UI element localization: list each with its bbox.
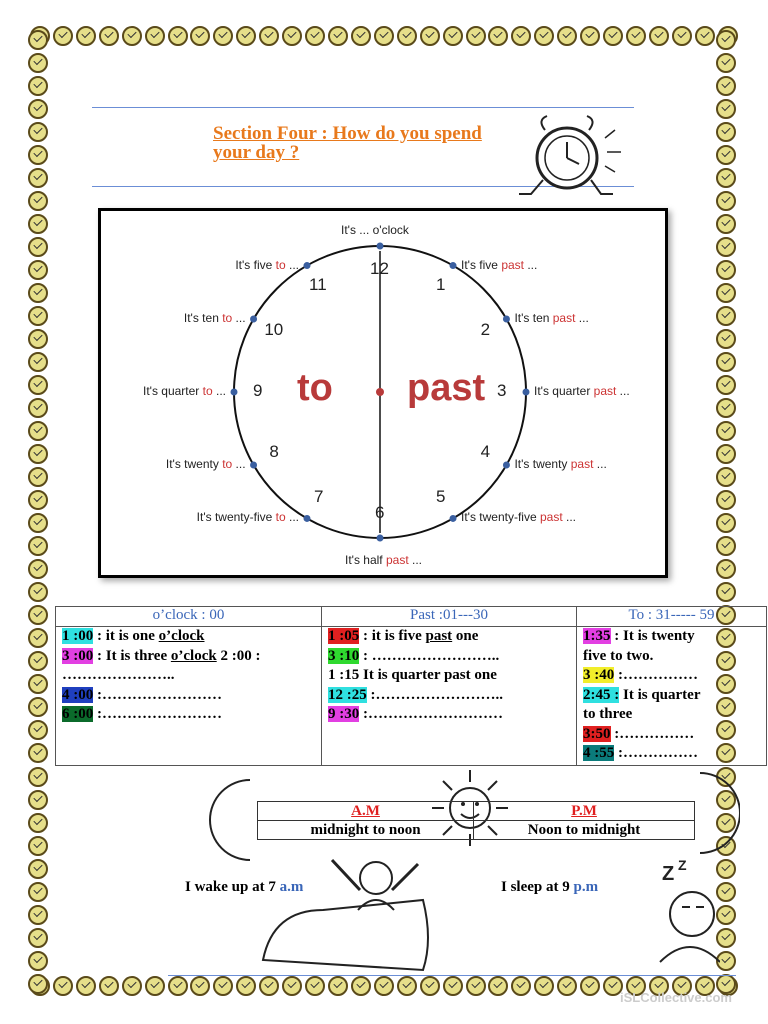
clock-number: 7: [314, 486, 324, 506]
border-clock-icon: [374, 976, 394, 996]
border-clock-icon: [28, 605, 48, 625]
border-clock-icon: [511, 26, 531, 46]
clock-tick-dot: [250, 316, 257, 323]
svg-text:Z: Z: [678, 857, 687, 873]
clock-number: 6: [375, 503, 385, 522]
label-to-minute: It's five to ...: [235, 257, 299, 272]
label-to-minute: It's quarter to ...: [142, 384, 226, 398]
border-clock-icon: [28, 191, 48, 211]
border-clock-icon: [716, 283, 736, 303]
border-clock-icon: [28, 352, 48, 372]
border-clock-icon: [374, 26, 394, 46]
border-clock-icon: [672, 26, 692, 46]
svg-text:Z: Z: [662, 863, 675, 885]
border-top: [30, 26, 738, 48]
border-clock-icon: [397, 26, 417, 46]
border-clock-icon: [145, 976, 165, 996]
border-clock-icon: [282, 26, 302, 46]
border-clock-icon: [351, 26, 371, 46]
header-past: Past :01---30: [322, 607, 577, 627]
clock-number: 12: [370, 259, 389, 278]
border-clock-icon: [626, 26, 646, 46]
clock-number: 1: [436, 275, 446, 295]
border-clock-icon: [716, 582, 736, 602]
moon-right-icon: [690, 768, 740, 858]
label-half-past: It's half past ...: [345, 553, 423, 567]
border-clock-icon: [603, 26, 623, 46]
border-clock-icon: [28, 882, 48, 902]
clock-number: 11: [309, 275, 327, 295]
border-clock-icon: [716, 30, 736, 50]
label-past-minute: It's twenty past ...: [514, 457, 607, 471]
label-past-minute: It's five past ...: [461, 257, 538, 272]
header-oclock: o’clock : 00: [56, 607, 322, 627]
cell-oclock: 1 :00 : it is one o’clock 3 :00 : It is three o’clock 2 :00 : ………………….. 4 :00 :…………………… 6 :00 :……………………: [56, 627, 322, 766]
border-clock-icon: [420, 26, 440, 46]
clock-tick-dot: [304, 262, 311, 269]
label-to-minute: It's ten to ...: [183, 311, 246, 325]
border-clock-icon: [76, 976, 96, 996]
border-clock-icon: [28, 790, 48, 810]
site-credit: iSLCollective.com: [620, 990, 732, 1005]
border-clock-icon: [534, 976, 554, 996]
border-clock-icon: [28, 145, 48, 165]
label-to-minute: It's twenty-five to ...: [196, 510, 299, 525]
border-clock-icon: [28, 697, 48, 717]
am-label: A.M: [258, 802, 474, 821]
border-clock-icon: [351, 976, 371, 996]
border-clock-icon: [466, 26, 486, 46]
clock-tick-dot: [377, 535, 384, 542]
border-clock-icon: [28, 444, 48, 464]
border-clock-icon: [716, 53, 736, 73]
border-clock-icon: [53, 976, 73, 996]
border-clock-icon: [443, 976, 463, 996]
border-clock-icon: [28, 743, 48, 763]
border-clock-icon: [716, 329, 736, 349]
label-to: to: [297, 367, 333, 409]
footer-rule: [168, 975, 736, 976]
time-table: [55, 606, 767, 766]
border-clock-icon: [580, 26, 600, 46]
border-clock-icon: [99, 26, 119, 46]
border-clock-icon: [28, 99, 48, 119]
label-to-minute: It's twenty to ...: [165, 457, 246, 471]
border-clock-icon: [28, 859, 48, 879]
border-clock-icon: [716, 352, 736, 372]
border-clock-icon: [28, 30, 48, 50]
border-clock-icon: [716, 467, 736, 487]
border-clock-icon: [28, 513, 48, 533]
alarm-clock-illustration: [505, 108, 635, 203]
page-title: Section Four : How do you spend your day ?: [213, 123, 482, 163]
cell-past: 1 :05 : it is five past one 3 :10 : …………………….. 1 :15 It is quarter past one 12 :25 :…………………….. 9 :30 :………………………: [322, 627, 577, 766]
pm-description: Noon to midnight: [474, 821, 695, 840]
border-clock-icon: [557, 26, 577, 46]
border-clock-icon: [145, 26, 165, 46]
border-clock-icon: [190, 976, 210, 996]
border-clock-icon: [53, 26, 73, 46]
sleeping-figure-illustration: [652, 852, 720, 970]
border-clock-icon: [168, 26, 188, 46]
border-clock-icon: [28, 329, 48, 349]
border-clock-icon: [488, 976, 508, 996]
border-clock-icon: [716, 421, 736, 441]
clock-number: 4: [480, 442, 491, 461]
border-clock-icon: [213, 26, 233, 46]
border-clock-icon: [716, 122, 736, 142]
border-clock-icon: [420, 976, 440, 996]
label-past-minute: It's quarter past ...: [534, 384, 630, 398]
border-clock-icon: [28, 928, 48, 948]
label-past: past: [407, 367, 486, 409]
border-clock-icon: [716, 237, 736, 257]
border-clock-icon: [328, 26, 348, 46]
border-clock-icon: [28, 974, 48, 994]
clock-tick-dot: [450, 515, 457, 522]
border-clock-icon: [28, 168, 48, 188]
border-clock-icon: [716, 375, 736, 395]
border-clock-icon: [28, 836, 48, 856]
border-clock-icon: [236, 976, 256, 996]
border-clock-icon: [695, 26, 715, 46]
clock-number: 2: [480, 320, 491, 339]
border-left: [28, 30, 50, 994]
border-clock-icon: [534, 26, 554, 46]
border-clock-icon: [328, 976, 348, 996]
border-clock-icon: [397, 976, 417, 996]
label-past-minute: It's twenty-five past ...: [461, 510, 577, 525]
border-clock-icon: [28, 651, 48, 671]
border-clock-icon: [28, 214, 48, 234]
clock-tick-dot: [231, 389, 238, 396]
border-clock-icon: [213, 976, 233, 996]
clock-number: 9: [253, 381, 263, 400]
wake-up-sentence: I wake up at 7 a.m: [185, 879, 304, 895]
border-clock-icon: [716, 191, 736, 211]
border-clock-icon: [28, 237, 48, 257]
border-clock-icon: [305, 976, 325, 996]
border-clock-icon: [28, 951, 48, 971]
clock-diagram: [98, 208, 668, 578]
border-clock-icon: [99, 976, 119, 996]
boy-waking-illustration: [258, 850, 438, 975]
border-clock-icon: [28, 767, 48, 787]
border-clock-icon: [716, 168, 736, 188]
border-clock-icon: [716, 536, 736, 556]
border-clock-icon: [28, 122, 48, 142]
border-clock-icon: [282, 976, 302, 996]
clock-number: 3: [497, 381, 507, 400]
cell-to: 1:35 : It is twenty five to two. 3 :40 :…………… 2:45 : It is quarter to three 3:50 :…………… 4 :55 :……………: [577, 627, 767, 766]
border-clock-icon: [28, 720, 48, 740]
clock-number: 8: [269, 442, 279, 461]
border-clock-icon: [28, 398, 48, 418]
pm-label: P.M: [474, 802, 695, 821]
border-clock-icon: [511, 976, 531, 996]
border-clock-icon: [557, 976, 577, 996]
border-clock-icon: [305, 26, 325, 46]
label-oclock: It's ... o'clock: [341, 223, 409, 237]
border-clock-icon: [716, 145, 736, 165]
border-clock-icon: [122, 976, 142, 996]
border-clock-icon: [28, 421, 48, 441]
clock-tick-dot: [503, 316, 510, 323]
border-clock-icon: [76, 26, 96, 46]
border-clock-icon: [28, 582, 48, 602]
border-clock-icon: [716, 306, 736, 326]
border-clock-icon: [716, 99, 736, 119]
border-clock-icon: [716, 444, 736, 464]
am-pm-table: [257, 801, 695, 840]
border-clock-icon: [28, 905, 48, 925]
clock-tick-dot: [450, 262, 457, 269]
border-clock-icon: [28, 260, 48, 280]
clock-tick-dot: [503, 462, 510, 469]
label-past-minute: It's ten past ...: [514, 311, 589, 325]
border-clock-icon: [28, 467, 48, 487]
border-clock-icon: [649, 26, 669, 46]
border-clock-icon: [28, 536, 48, 556]
border-clock-icon: [716, 76, 736, 96]
border-clock-icon: [28, 283, 48, 303]
border-clock-icon: [716, 260, 736, 280]
border-clock-icon: [716, 559, 736, 579]
border-clock-icon: [28, 375, 48, 395]
border-clock-icon: [236, 26, 256, 46]
border-clock-icon: [716, 490, 736, 510]
border-clock-icon: [168, 976, 188, 996]
border-clock-icon: [488, 26, 508, 46]
clock-number: 10: [264, 320, 284, 339]
border-clock-icon: [28, 306, 48, 326]
border-clock-icon: [28, 76, 48, 96]
clock-number: 5: [436, 486, 446, 506]
border-clock-icon: [466, 976, 486, 996]
header-to: To : 31----- 59: [577, 607, 767, 627]
border-clock-icon: [259, 976, 279, 996]
border-clock-icon: [716, 398, 736, 418]
border-clock-icon: [28, 674, 48, 694]
clock-tick-dot: [250, 462, 257, 469]
border-clock-icon: [122, 26, 142, 46]
am-description: midnight to noon: [258, 821, 474, 840]
border-clock-icon: [28, 628, 48, 648]
border-clock-icon: [190, 26, 210, 46]
border-clock-icon: [28, 490, 48, 510]
clock-tick-dot: [304, 515, 311, 522]
clock-tick-dot: [377, 243, 384, 250]
border-clock-icon: [580, 976, 600, 996]
border-clock-icon: [716, 214, 736, 234]
border-clock-icon: [716, 513, 736, 533]
border-clock-icon: [28, 53, 48, 73]
border-clock-icon: [259, 26, 279, 46]
border-clock-icon: [28, 559, 48, 579]
clock-tick-dot: [523, 389, 530, 396]
border-clock-icon: [28, 813, 48, 833]
border-clock-icon: [443, 26, 463, 46]
sleep-sentence: I sleep at 9 p.m: [501, 879, 599, 895]
